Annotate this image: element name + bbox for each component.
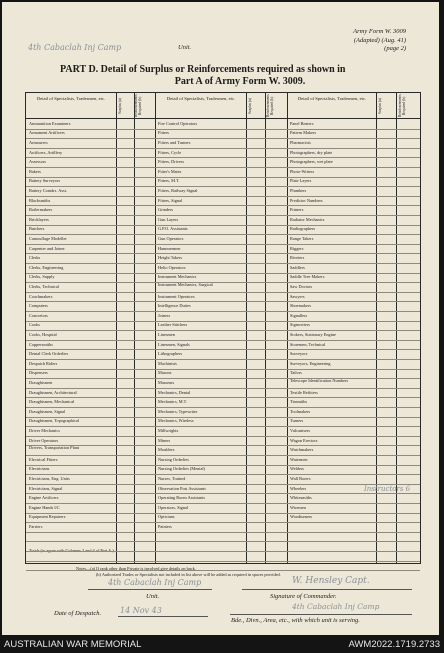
specialist-item: Fitter's Mates [158,168,182,174]
specialist-item: Panel Beaters [290,120,314,126]
specialist-item: Instrument Mechanics [158,274,197,280]
specialist-item: Mechanics, Typewriter [158,408,198,414]
col-header-surplus-1: Surplus (a) [118,98,122,114]
specialist-item: Wall Borers [290,476,311,481]
specialist-item: Telescope Identification Numbers [290,379,349,383]
specialist-item: Turners [290,418,304,424]
specialist-item: Clerks, Supply [29,274,55,280]
specialist-item: Painters [158,524,172,529]
row-rule [26,541,420,542]
specialist-item: Equipment Repairers [29,514,66,520]
specialist-item: Operators, Signal [158,504,189,510]
specialist-item: Fitters [158,130,169,136]
specialist-item: Pattern Makers [290,130,317,136]
specialist-item: Assessors [29,159,46,165]
specialist-item: Draughtsmen, Topographical [29,418,79,424]
part-d-subtitle: Part A of Army Form W. 3009. [174,76,306,87]
specialist-item: Moulders [158,447,175,453]
specialist-item: Joiners [158,312,171,318]
specialist-item: Grinders [158,207,174,213]
specialist-item: Artificers, Artillery [29,149,63,155]
specialist-item: Machinists [158,360,177,366]
specialist-item: Toolmakers [290,408,311,414]
specialist-item: Gun Operators [158,236,184,241]
specialist-item: Masseurs [158,380,175,385]
specialist-item: Nursing Orderlies [158,456,189,462]
handwritten-entry: Instructors 6 [364,485,411,493]
specialist-item: Fitters, M.T. [158,178,180,184]
specialist-item: Fire Control Operators [158,120,198,126]
specialist-item: Tinsmiths [290,399,308,405]
specialist-item: Bricklayers [29,216,49,222]
specialist-item: Signallers [290,312,308,318]
form-page [2,2,439,635]
col-header-detail-1: Detail of Specialists, Tradesmen, etc. [36,96,106,101]
specialist-item: Pharmacists [290,140,311,145]
specialist-item: Butchers [29,226,45,232]
specialist-item: Mechanics, Wireless [158,418,194,424]
specialist-item: Printers [290,207,304,213]
specialist-item: Driver Mechanics [29,428,60,433]
specialist-item: Predictor Numbers [290,197,323,203]
specialist-item: Observation Post Assistants [158,485,206,491]
row-rule [26,561,420,562]
col-header-detail-2: Detail of Specialists, Tradesmen, etc. [166,96,236,101]
specialist-item: Concretors [29,312,48,318]
specialist-item: Plate Layers [290,178,312,184]
bde-underline [230,614,412,615]
unit-underline [88,589,212,590]
form-reference-line: (page 2) [384,45,406,52]
specialist-item: Saddlers [290,264,305,270]
specialist-item: Miners [158,437,171,443]
specialist-item: Radiator Mechanics [290,216,325,222]
specialist-item: Mechanics, Dental [158,389,191,395]
specialist-item: Dispensers [29,370,48,376]
specialist-item: Opticians [158,514,175,520]
specialist-item: Cooks [29,322,40,328]
specialist-item: Shoemakers [290,303,312,309]
specialist-item: G.P.O. Assistants [158,226,188,232]
footer-unit-label: Unit. [146,593,160,600]
bde-handwritten: 4th Cabaclah Inj Camp [292,602,380,611]
specialist-item: Woodturners [290,514,313,520]
specialist-item: Computers [29,303,48,309]
specialist-item: Range Takers [290,236,314,241]
specialist-item: Surveyors, Engineering [290,360,331,366]
specialist-item: Wagon Erectors [290,437,318,443]
specialist-item: Sawyers [290,293,305,299]
specialist-item: Battery Comdrs. Asst. [29,188,67,193]
specialist-item: Instrument Operators [158,293,195,299]
specialist-item: Fitters, Railway Signal [158,188,198,193]
col-header-surplus-3: Surplus (a) [378,98,382,114]
specialist-item: Photographers, dry plate [290,149,333,155]
specialist-item: Vulcanisers [290,428,311,433]
col-header-reinf-3: Reinforcements Required (b) [398,94,406,117]
specialist-item: Radiographers [290,226,316,232]
specialist-item: Boilermakers [29,207,53,213]
specialist-item: Drivers, Transportation Plant [29,446,80,451]
row-rule [26,551,420,552]
col-header-detail-3: Detail of Specialists, Tradesmen, etc. [297,96,367,101]
form-reference-line: (Adapted) (Aug. 41) [353,36,406,44]
notes [76,566,281,578]
specialist-item: Saddle Tree Makers [290,274,325,280]
specialist-item: Bakers [29,168,41,174]
specialist-item: Textile Refitters [290,389,318,395]
note-a: Notes—(a) If rank other than Private is involved give details on back. [76,566,196,571]
specialist-item: Leather Stitchers [158,322,188,328]
specialist-item: Battery Surveyors [29,178,61,184]
footer-unit-handwritten: 4th Cabaclah Inj Camp [108,578,202,587]
specialist-item: Despatch Riders [29,360,58,366]
specialist-item: Lithographers [158,351,183,357]
archive-caption [0,637,444,653]
specialist-item: Blacksmiths [29,197,51,203]
specialist-item: Whitesmiths [290,495,312,501]
specialist-item: Coppersmiths [29,341,53,347]
specialist-item: Operating Room Assistants [158,495,206,501]
specialist-item: Camouflage Modeller [29,236,67,241]
caption-right: AWM2022.1719.2733 [348,639,440,650]
specialist-item: Wiremen [290,504,306,510]
row-rule [26,532,420,533]
despatch-underline [118,616,208,617]
specialist-item: Masons [158,370,172,376]
col-header-reinf-1: Reinforcements Required (b) [134,94,142,117]
specialist-item: Photo-Writers [290,168,315,174]
specialist-item: Draughtsmen [29,380,53,385]
commander-signature: W. Hensley Capt. [292,576,370,586]
specialist-item: Draughtsmen, Architectural [29,389,77,395]
specialist-item: Fitters, Cycle [158,149,182,155]
specialist-item: Wheelers [290,485,307,491]
specialist-item: Cooks, Hospital [29,332,57,337]
specialist-item: Instrument Mechanics, Surgical [158,283,213,287]
specialist-item: Helio Operators [158,264,186,270]
specialist-item: Electricians [29,466,50,472]
despatch-label: Date of Despatch. [54,610,102,617]
specialist-item: Surveyors [290,351,308,357]
specialist-item: Fitters, Drivers [158,159,185,165]
specialist-item: Stokers, Stationary Engine [290,332,336,337]
specialist-item: Carpenter and Joiner [29,245,65,251]
specialist-item: Dental Clerk Orderlies [29,351,69,357]
signature-underline [242,589,412,590]
specialist-item: Draughtsmen, Signal [29,408,66,414]
specialist-item: Driver Operators [29,437,59,443]
specialist-item: Fitters, Signal [158,197,183,203]
specialist-item: Ammunition Examiners [29,120,71,126]
specialist-item: Clerks, Technical [29,284,59,289]
specialist-item: Tailors [290,370,302,376]
specialist-item: Watchmakers [290,447,314,453]
signature-label: Signature of Commander. [270,593,337,600]
specialist-item: Electricians, Eng. Units [29,476,70,481]
specialist-item: Riveters [290,255,305,261]
specialist-item: Storemen, Technical [290,341,326,347]
col-header-reinf-2: Reinforcements Required (b) [266,94,274,117]
specialist-item: Nurses, Trained [158,476,186,481]
specialist-item: Millwrights [158,428,179,433]
note-b: (b) Authorized Trades or Specialists not included in list above will be added as required in spaces provided. [96,572,281,577]
specialist-item: Linesmen, Signals [158,341,190,347]
form-reference [310,28,406,54]
form-reference-line: Army Form W. 3009 [353,28,406,35]
unit-handwritten: 4th Cabaclah Inj Camp [28,43,122,52]
specialist-item: Electrical Fitters [29,456,58,462]
specialist-item: Height Takers [158,255,183,261]
specialist-item: Electricians, Signal [29,485,63,491]
totals-label: Totals (to agree with Columns 2 and 4 of Part A.) [29,548,114,553]
col-header-surplus-2: Surplus (a) [248,98,252,114]
specialist-item: Engine Artificers [29,495,59,501]
specialist-item: Welders [290,466,304,472]
specialist-item: Signwriters [290,322,310,328]
specialist-item: Intelligence Duties [158,303,191,309]
unit-label: Unit. [178,44,192,51]
specialist-item: Fitters and Turners [158,140,191,145]
caption-left: AUSTRALIAN WAR MEMORIAL [4,639,142,650]
specialist-item: Hammermen [158,245,181,251]
specialist-item: Armourers [29,140,48,145]
specialist-item: Nursing Orderlies (Mental) [158,466,206,472]
specialist-item: Draughtsmen, Mechanical [29,399,75,405]
specialist-item: Plumbers [290,188,307,193]
specialist-item: Photographers, wet plate [290,159,333,165]
despatch-date: 14 Nov 43 [120,606,162,615]
part-d-title: PART D. Detail of Surplus or Reinforcements required as shown in [60,64,346,75]
specialist-item: Watermen [290,456,308,462]
specialists-table [25,92,421,564]
bde-label: Bde., Divn., Area, etc., with which unit is serving. [231,617,360,624]
specialist-item: Riggers [290,245,304,251]
specialist-item: Clerks [29,255,41,261]
specialist-item: Coachmakers [29,293,53,299]
specialist-item: Linesmen [158,332,175,337]
specialist-item: Armament Artificers [29,130,65,136]
specialist-item: Gun Layers [158,216,179,222]
specialist-item: Mechanics, M.T. [158,399,188,405]
specialist-item: Saw Doctors [290,284,313,289]
specialist-item: Farriers [29,524,43,529]
specialist-item: Clerks, Engineering [29,264,64,270]
specialist-item: Engine Hands I/C [29,504,60,510]
